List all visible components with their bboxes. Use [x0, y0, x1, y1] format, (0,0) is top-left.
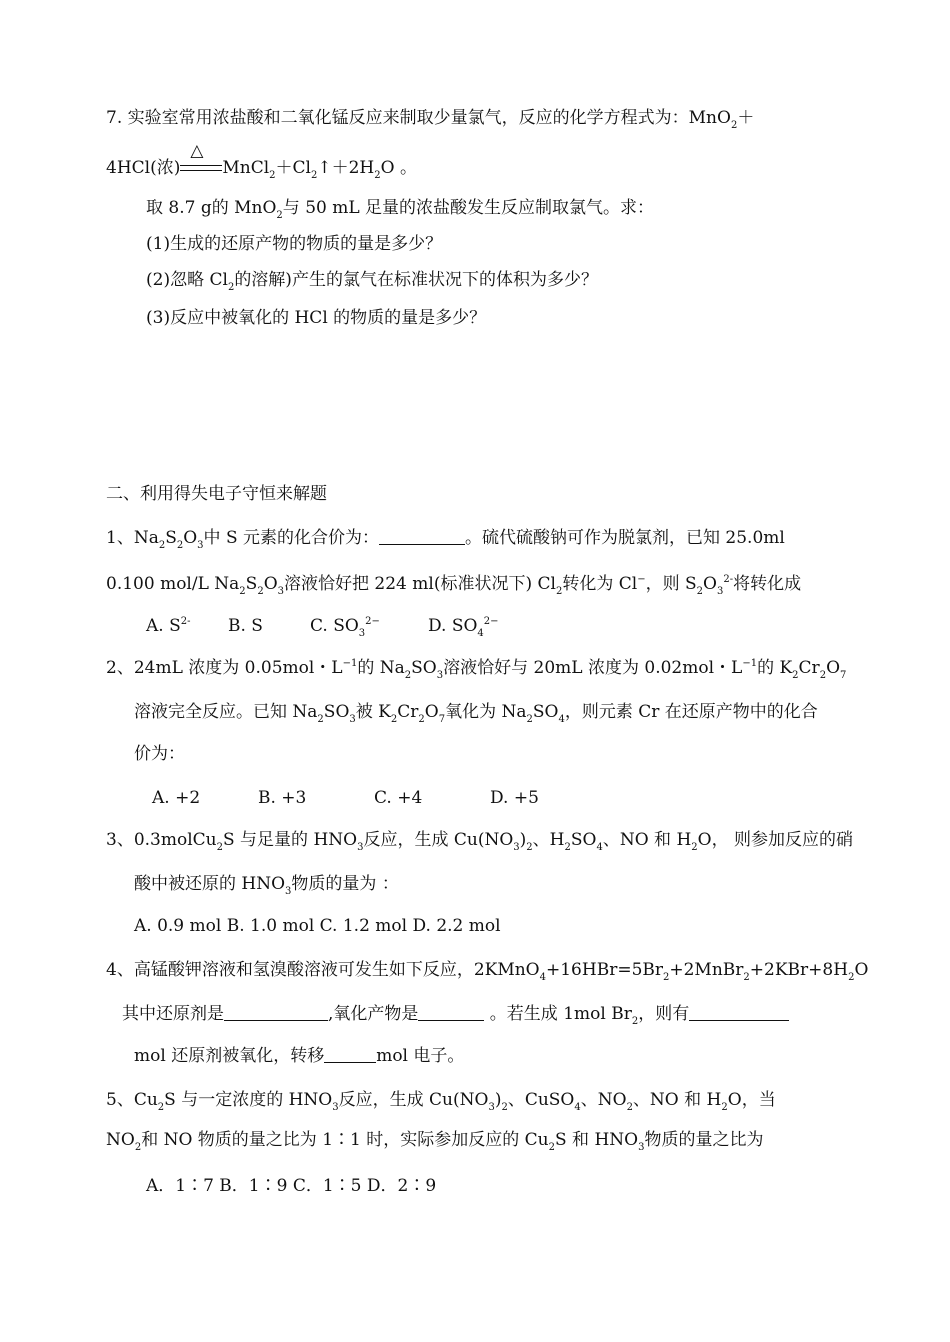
q7-part-1: (1)生成的还原产物的物质的量是多少？ — [146, 234, 443, 254]
s2-options — [152, 786, 539, 810]
option-b[interactable]: B. +3 — [258, 788, 307, 808]
answer-blank[interactable] — [379, 526, 465, 545]
triangle-icon: △ — [190, 141, 204, 161]
q7-equation: 4HCl(浓) △ $MnCl_2+Cl_2↑+2H_2O$ 。 — [106, 141, 417, 181]
option-d[interactable]: D. +5 — [490, 788, 539, 808]
answer-blank-mol[interactable] — [689, 1002, 789, 1021]
q7-number: 7. — [106, 108, 123, 128]
section-title: 二、利用得失电子守恒来解题 — [106, 484, 327, 504]
option-b[interactable]: B. S — [228, 616, 263, 636]
q7-part-3: (3)反应中被氧化的 HCl 的物质的量是多少？ — [146, 308, 487, 328]
s1-line-1: 1、$Na_2S_2O_3$中 S 元素的化合价为： 。硫代硫酸钠可作为脱氯剂，已知 25.0ml — [106, 528, 785, 551]
s2-line-2: 溶液完全反应。已知 $Na_2SO_3$被 $K_2Cr_2O_7$氧化为 $Na_2SO_4$，则元素 Cr 在还原产物中的化合 — [134, 702, 818, 725]
s3-line-2: 酸中被还原的 $HNO_3$物质的量为 ： — [134, 874, 399, 897]
answer-blank-product[interactable] — [418, 1002, 484, 1021]
heat-yields-sign — [180, 141, 222, 175]
s3-options: A. 0.9 mol B. 1.0 mol C. 1.2 mol D. 2.2 mol — [134, 916, 501, 936]
s4-line-1: 4、高锰酸钾溶液和氢溴酸溶液可发生如下反应，$2KMnO_4+16HBr=5Br_2+2MnBr_2+2KBr+8H_2O$ — [106, 960, 869, 983]
s1-line-2: 0.100 mol/L $Na_2S_2O_3$溶液恰好把 224 ml(标准状况下) $Cl_2$转化为 Cl−，则 $S_2O_3^{2-}$将转化成 — [106, 574, 802, 597]
q7-given: 取 8.7 g的 MnO$_2$与 50 mL 足量的浓盐酸发生反应制取氯气。求： — [146, 198, 655, 221]
option-a[interactable]: A. +2 — [152, 788, 201, 808]
answer-blank-reductant[interactable] — [224, 1002, 328, 1021]
s2-line-3: 价为： — [134, 744, 185, 764]
option-c[interactable]: C. +4 — [374, 788, 423, 808]
q7-text: 实验室常用浓盐酸和二氧化锰反应来制取少量氯气，反应的化学方程式为：MnO — [127, 108, 731, 128]
s3-line-1: 3、0.3molCu$_2$S 与足量的 $HNO_3$反应，生成 $Cu(NO_3)_2$、$H_2SO_4$、NO 和 $H_2O$， 则参加反应的硝 — [106, 830, 853, 853]
option-c[interactable]: C. $SO_3^{2-}$ — [310, 616, 380, 639]
q7-part-2: (2)忽略 $Cl_2$的溶解)产生的氯气在标准状况下的体积为多少？ — [146, 270, 598, 293]
s2-line-1: 2、24mL 浓度为 0.05mol・$L^{-1}$的 $Na_2SO_3$溶液恰好与 20mL 浓度为 0.02mol・$L^{-1}$的 $K_2Cr_2O_7$ — [106, 658, 847, 681]
option-a[interactable]: A. $S^{2-}$ — [146, 616, 191, 636]
q7-line-1: 7. 实验室常用浓盐酸和二氧化锰反应来制取少量氯气，反应的化学方程式为：MnO$_2$＋ — [106, 108, 755, 131]
s5-line-2: $NO_2$和 NO 物质的量之比为 1∶1 时，实际参加反应的 $Cu_2S$ 和 $HNO_3$物质的量之比为 — [106, 1130, 764, 1153]
s4-line-3: mol 还原剂被氧化，转移 mol 电子。 — [134, 1046, 465, 1066]
s4-line-2: 其中还原剂是 ,氧化产物是 。若生成 1mol $Br_2$，则有 — [122, 1002, 789, 1026]
option-d[interactable]: D. $SO_4^{2-}$ — [428, 616, 499, 639]
s1-options — [146, 614, 499, 638]
s5-line-1: 5、$Cu_2S$ 与一定浓度的 $HNO_3$反应，生成 $Cu(NO_3)_2$、CuSO$_4$、$NO_2$、NO 和 $H_2O$，当 — [106, 1090, 776, 1113]
s5-options: A．1∶7 B．1∶9 C．1∶5 D．2∶9 — [146, 1176, 437, 1196]
answer-blank-electrons[interactable] — [324, 1044, 376, 1063]
